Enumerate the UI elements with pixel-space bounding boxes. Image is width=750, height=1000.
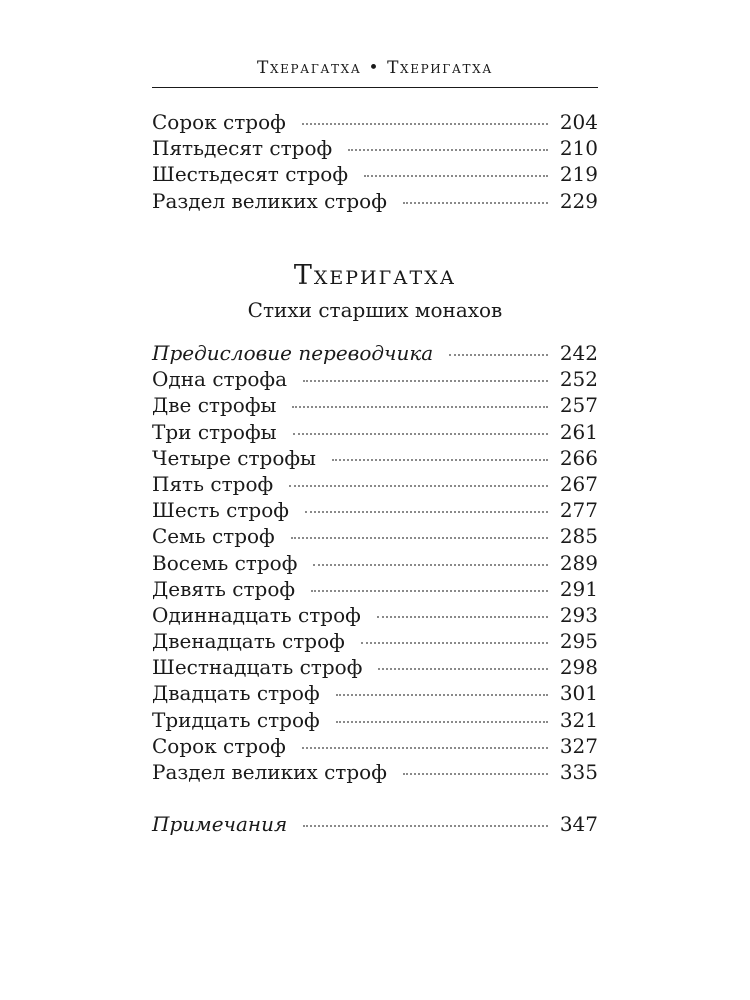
toc-entry-label: Восемь строф xyxy=(152,550,298,575)
toc-entry[interactable] xyxy=(152,681,598,707)
dot-leader xyxy=(303,825,548,827)
toc-entry[interactable] xyxy=(152,393,598,419)
toc-entry-label: Двенадцать строф xyxy=(152,629,345,654)
toc-entry[interactable] xyxy=(152,629,598,655)
dot-leader xyxy=(361,642,548,644)
dot-leader xyxy=(293,433,548,435)
running-head: Тхерагатха • Тхеригатха xyxy=(257,58,493,78)
toc-entry-page: 298 xyxy=(559,655,598,680)
dot-leader xyxy=(302,747,548,749)
toc-entry-page: 291 xyxy=(559,576,598,601)
toc-entry-label: Сорок строф xyxy=(152,733,286,758)
toc-entry[interactable] xyxy=(152,603,598,629)
toc-entry-page: 277 xyxy=(559,498,598,523)
toc-main-list xyxy=(152,341,598,786)
toc-entry-label: Пять строф xyxy=(152,471,274,496)
dot-leader xyxy=(313,564,548,566)
toc-entry[interactable] xyxy=(152,708,598,734)
toc-entry[interactable] xyxy=(152,551,598,577)
toc-entry-page: 285 xyxy=(559,524,598,549)
toc-entry-label: Шестьдесят строф xyxy=(152,162,348,187)
toc-entry[interactable] xyxy=(152,341,598,367)
toc-entry[interactable] xyxy=(152,162,598,188)
dot-leader xyxy=(305,511,548,513)
section-title: Тхеригатха xyxy=(293,260,457,291)
toc-entry-label: Предисловие переводчика xyxy=(152,341,434,365)
toc-entry[interactable] xyxy=(152,734,598,760)
header-rule xyxy=(152,87,598,88)
toc-entry[interactable] xyxy=(152,472,598,498)
toc-notes xyxy=(152,812,598,838)
toc-entry-label: Одна строфа xyxy=(152,367,288,392)
toc-entry[interactable] xyxy=(152,189,598,215)
toc-entry-page: 242 xyxy=(559,341,598,365)
toc-entry-page: 267 xyxy=(559,471,598,496)
dot-leader xyxy=(378,668,548,670)
toc-entry-label: Раздел великих строф xyxy=(152,760,387,784)
dot-leader xyxy=(302,123,548,125)
toc-entry-label: Раздел великих строф xyxy=(152,188,387,213)
toc-entry-page: 219 xyxy=(559,162,598,187)
dot-leader xyxy=(348,149,548,151)
dot-leader xyxy=(449,354,548,356)
toc-entry-label: Семь строф xyxy=(152,524,275,549)
dot-leader xyxy=(336,721,548,723)
toc-entry[interactable] xyxy=(152,420,598,446)
toc-entry-page: 301 xyxy=(559,681,598,706)
toc-entry-notes[interactable] xyxy=(152,812,598,838)
dot-leader xyxy=(303,380,548,382)
toc-entry-label: Сорок строф xyxy=(152,110,286,134)
toc-entry-label: Две строфы xyxy=(152,393,277,418)
toc-entry-page: 229 xyxy=(559,188,598,213)
toc-entry-label: Одиннадцать строф xyxy=(152,602,361,627)
toc-entry-page: 210 xyxy=(559,136,598,161)
toc-entry[interactable] xyxy=(152,367,598,393)
dot-leader xyxy=(292,406,548,408)
toc-entry-page: 266 xyxy=(559,445,598,470)
toc-entry[interactable] xyxy=(152,446,598,472)
dot-leader xyxy=(377,616,548,618)
toc-entry[interactable] xyxy=(152,110,598,136)
dot-leader xyxy=(403,202,548,204)
toc-entry-label: Двадцать строф xyxy=(152,681,320,706)
section-subtitle: Стихи старших монахов xyxy=(247,298,503,322)
toc-entry-page: 261 xyxy=(559,419,598,444)
toc-entry[interactable] xyxy=(152,655,598,681)
toc-entry-label: Девять строф xyxy=(152,576,296,601)
toc-entry-label: Тридцать строф xyxy=(152,707,320,732)
toc-entry-page: 321 xyxy=(559,707,598,732)
toc-entry-page: 327 xyxy=(559,733,598,758)
toc-top-list xyxy=(152,110,598,215)
toc-entry-page: 252 xyxy=(559,367,598,392)
toc-entry-page: 289 xyxy=(559,550,598,575)
toc-entry-label: Шестнадцать строф xyxy=(152,655,363,680)
dot-leader xyxy=(336,694,548,696)
dot-leader xyxy=(291,537,548,539)
dot-leader xyxy=(364,175,548,177)
toc-entry-label: Примечания xyxy=(152,812,288,836)
toc-entry-page: 204 xyxy=(559,110,598,134)
toc-entry[interactable] xyxy=(152,524,598,550)
toc-entry[interactable] xyxy=(152,760,598,786)
toc-entry-label: Четыре строфы xyxy=(152,445,316,470)
toc-entry-label: Пятьдесят строф xyxy=(152,136,333,161)
toc-entry-label: Шесть строф xyxy=(152,498,289,523)
toc-entry-page: 295 xyxy=(559,629,598,654)
dot-leader xyxy=(311,590,548,592)
toc-entry-page: 347 xyxy=(559,812,598,836)
dot-leader xyxy=(332,459,548,461)
dot-leader xyxy=(403,773,548,775)
toc-entry-page: 257 xyxy=(559,393,598,418)
dot-leader xyxy=(289,485,548,487)
toc-entry-page: 335 xyxy=(559,760,598,784)
toc-entry[interactable] xyxy=(152,136,598,162)
toc-entry-page: 293 xyxy=(559,602,598,627)
toc-entry-label: Три строфы xyxy=(152,419,277,444)
toc-entry[interactable] xyxy=(152,577,598,603)
toc-entry[interactable] xyxy=(152,498,598,524)
